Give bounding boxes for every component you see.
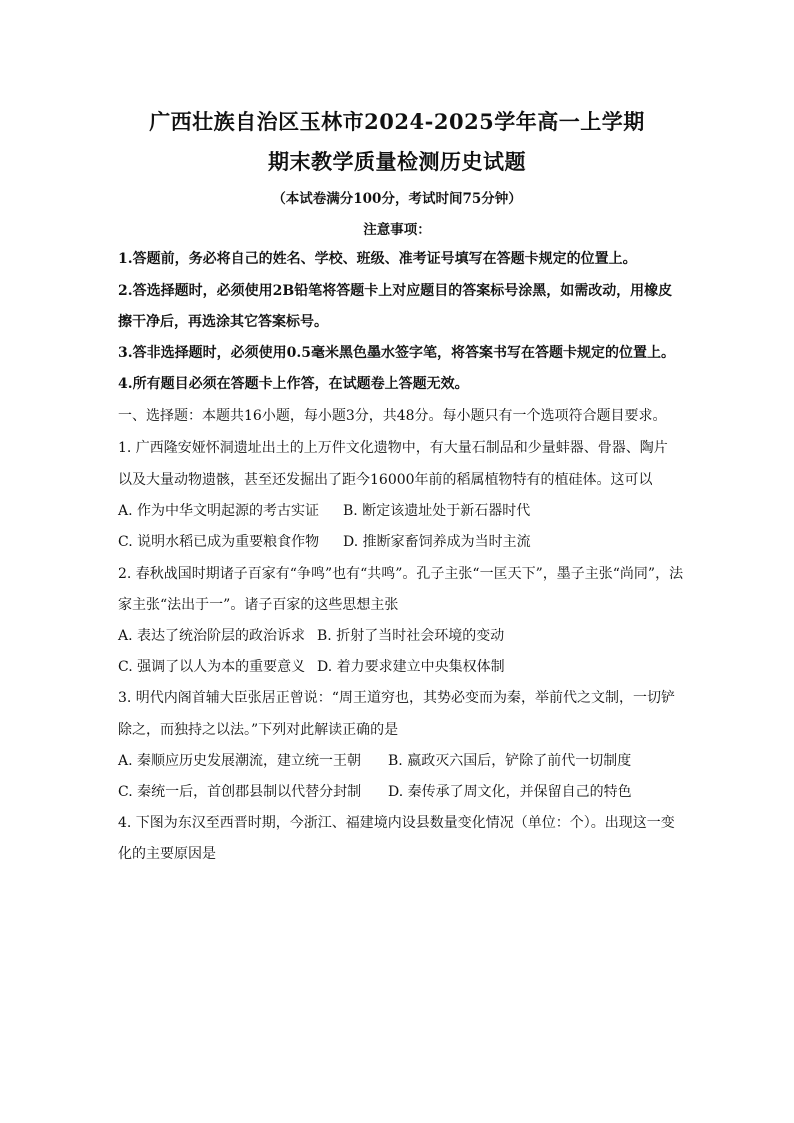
option-c[interactable]: C. 说明水稻已成为重要粮食作物 [118,534,320,550]
option-d[interactable]: D. 秦传承了周文化，并保留自己的特色 [388,784,632,800]
notice-item: 2.答选择题时，必须使用2B铅笔将答题卡上对应题目的答案标号涂黑，如需改动，用橡皮 [118,283,673,299]
question-option-row [118,656,698,676]
section-heading: 一、选择题：本题共16小题，每小题3分，共48分。每小题只有一个选项符合题目要求。 [118,408,667,424]
option-c[interactable]: C. 强调了以人为本的重要意义 [118,659,306,675]
option-c[interactable]: C. 秦统一后，首创郡县制以代替分封制 [118,784,362,800]
question-stem: 除之，而独持之以法。”下列对此解读正确的是 [118,722,399,738]
option-d[interactable]: D. 推断家畜饲养成为当时主流 [343,534,531,550]
option-b[interactable]: B. 折射了当时社会环境的变动 [317,628,505,644]
question-stem: 以及大量动物遗骸，甚至还发掘出了距今16000年前的稻属植物特有的植硅体。这可以 [118,472,653,488]
option-a[interactable]: A. 表达了统治阶层的政治诉求 [118,628,306,644]
question-stem: 家主张“法出于一”。诸子百家的这些思想主张 [118,597,399,613]
exam-subject-title: 期末教学质量检测历史试题 [268,149,526,174]
notice-item: 1.答题前，务必将自己的姓名、学校、班级、准考证号填写在答题卡规定的位置上。 [118,251,637,267]
notice-heading: 注意事项： [363,222,431,238]
question-stem: 3. 明代内阁首辅大臣张居正曾说：“周王道穷也，其势必变而为秦，举前代之文制，一切铲 [118,690,675,706]
question-stem: 化的主要原因是 [118,846,216,862]
exam-info: （本试卷满分100分，考试时间75分钟） [272,191,522,207]
question-option-row [118,531,698,551]
question-stem: 2. 春秋战国时期诸子百家有“争鸣”也有“共鸣”。孔子主张“一匡天下”，墨子主张“尚同”，法 [118,566,684,582]
question-stem: 4. 下图为东汉至西晋时期，今浙江、福建境内设县数量变化情况（单位：个）。出现这一变 [118,815,675,831]
question-option-row [118,500,698,520]
notice-item: 擦干净后，再选涂其它答案标号。 [118,314,328,330]
option-d[interactable]: D. 着力要求建立中央集权体制 [317,659,505,675]
question-option-row [118,781,698,801]
option-a[interactable]: A. 秦顺应历史发展潮流，建立统一王朝 [118,753,362,769]
question-option-row [118,625,698,645]
notice-item: 3.答非选择题时，必须使用0.5毫米黑色墨水签字笔，将答案书写在答题卡规定的位置上。 [118,345,675,361]
notice-item: 4.所有题目必须在答题卡上作答，在试题卷上答题无效。 [118,376,469,392]
question-option-row [118,750,698,770]
option-b[interactable]: B. 断定该遗址处于新石器时代 [343,503,531,519]
question-stem: 1. 广西隆安娅怀洞遗址出土的上万件文化遗物中，有大量石制品和少量蚌器、骨器、陶片 [118,440,668,456]
option-a[interactable]: A. 作为中华文明起源的考古实证 [118,503,320,519]
exam-title: 广西壮族自治区玉林市2024-2025学年高一上学期 [149,109,645,134]
option-b[interactable]: B. 嬴政灭六国后，铲除了前代一切制度 [388,753,632,769]
